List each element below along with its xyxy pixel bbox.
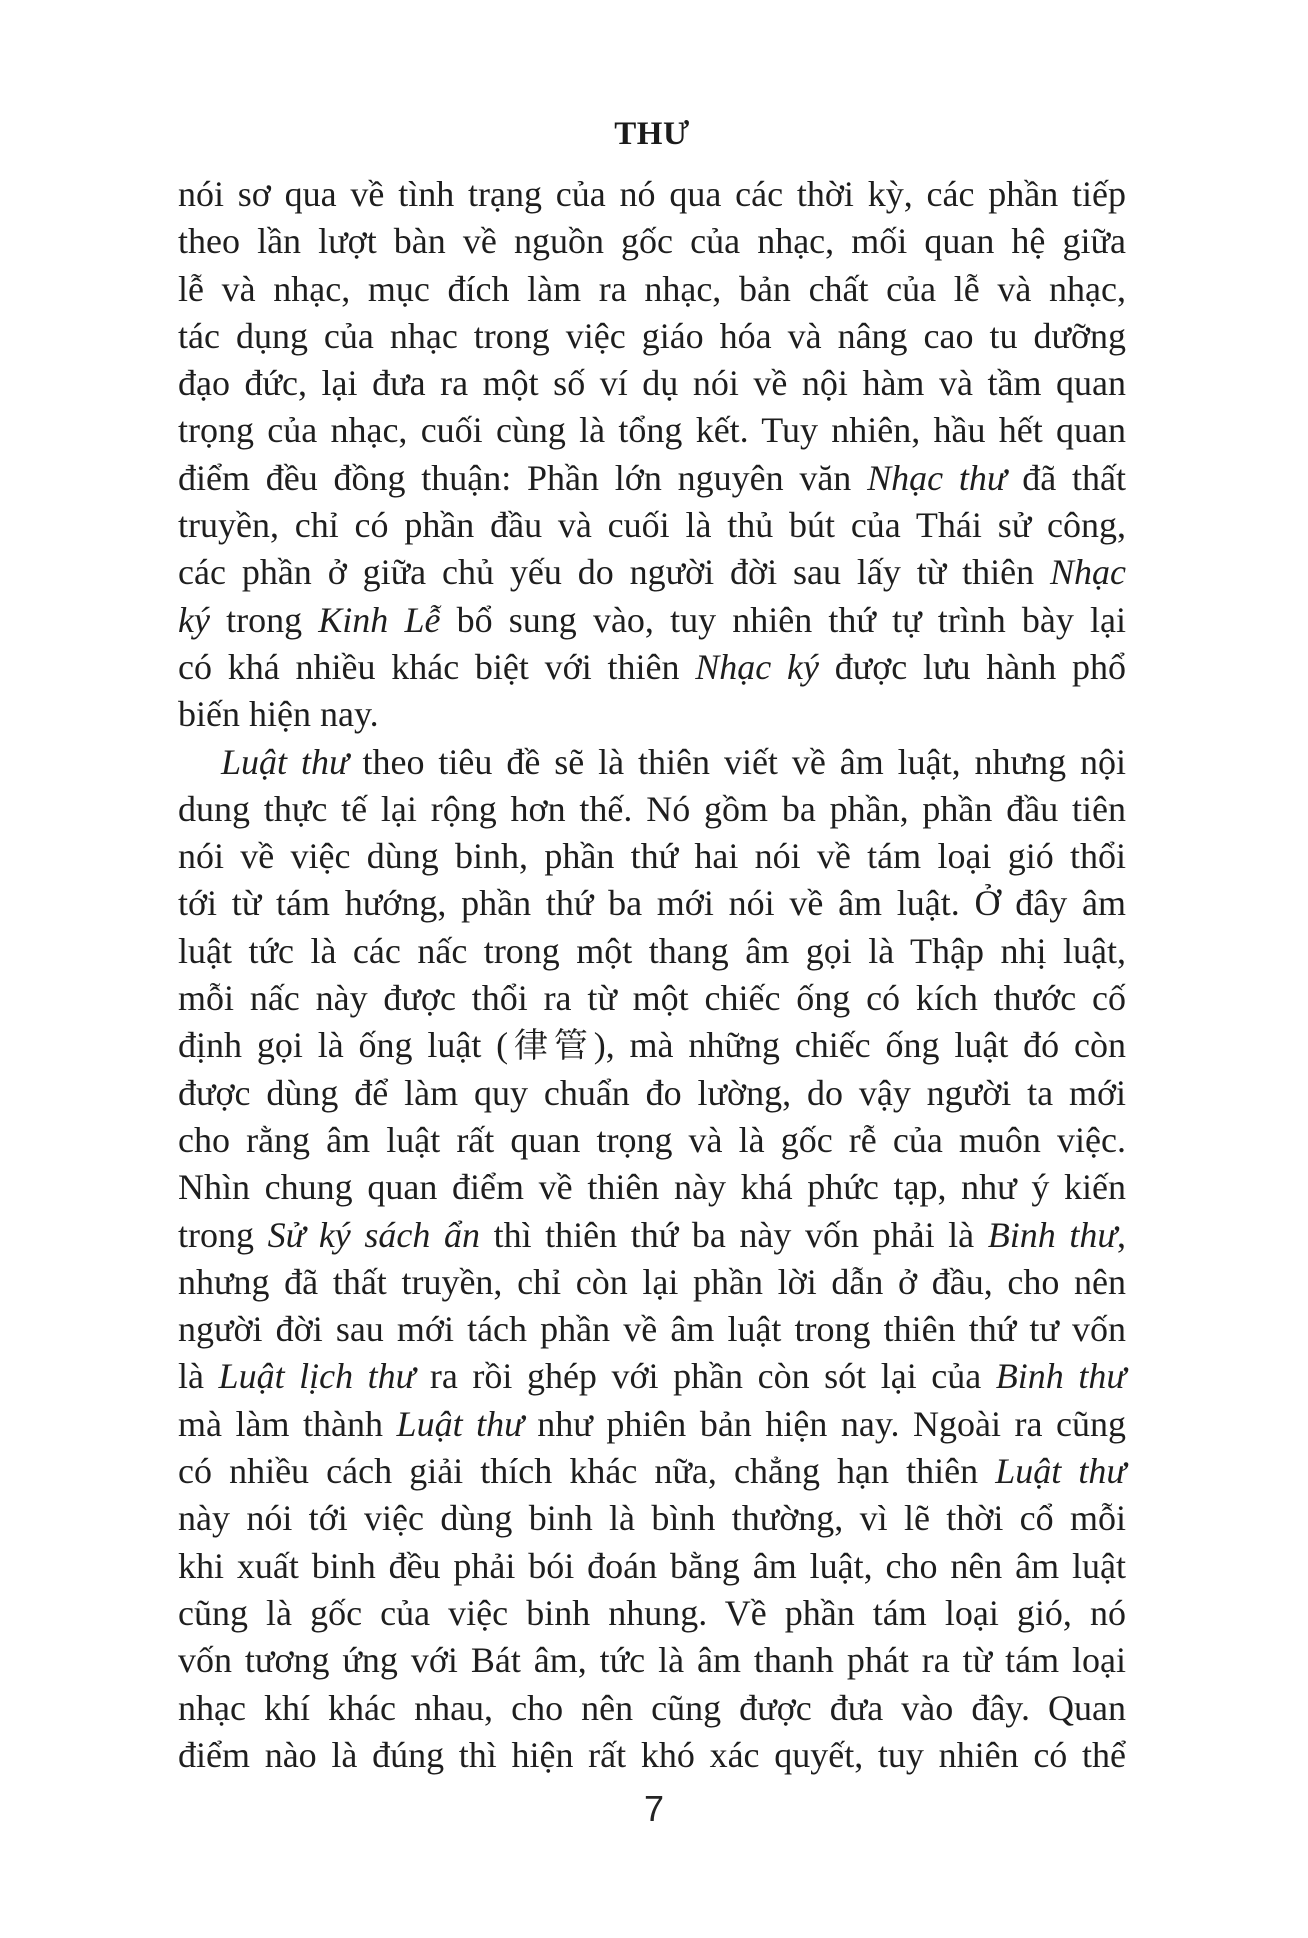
book-title-italic: Luật thư [221,741,349,782]
cjk-term: 律管 [508,1028,594,1066]
body-text: có nhiều cách giải thích khác nữa, chẳng hạn thiên [178,1451,996,1492]
body-text: định gọi là ống luật ( [178,1025,509,1066]
book-title-italic: Luật thư [396,1403,524,1444]
body-text: khi xuất binh đều phải bói đoán bằng âm luật, cho nên âm luật [178,1545,1126,1586]
body-text: lễ và nhạc, mục đích làm ra nhạc, bản chất của lễ và nhạc, [178,268,1126,309]
text-line [178,1117,1126,1164]
body-text: mà làm thành [178,1403,397,1444]
text-line [178,407,1126,454]
body-text: được dùng để làm quy chuẩn đo lường, do vậy người ta mới [178,1072,1126,1113]
text-line [178,1448,1126,1495]
paragraph [178,739,1126,1780]
text-line [178,1732,1126,1779]
text-line [178,928,1126,975]
text-line [178,975,1126,1022]
text-line [178,360,1126,407]
text-line [178,691,1126,738]
body-text: theo lần lượt bàn về nguồn gốc của nhạc, mối quan hệ giữa [178,221,1126,262]
body-text: điểm đều đồng thuận: Phần lớn nguyên văn [178,457,868,498]
book-title-italic: Kinh Lễ [318,599,441,640]
paragraph [178,171,1126,739]
text-line [178,1543,1126,1590]
body-text: luật tức là các nấc trong một thang âm gọi là Thập nhị luật, [178,930,1126,971]
book-title-italic: Binh thư [995,1356,1126,1397]
body-text: vốn tương ứng với Bát âm, tức là âm thanh phát ra từ tám loại [178,1640,1126,1681]
text-line [178,880,1126,927]
text-block [178,171,1126,1779]
text-line [178,171,1126,218]
body-text: nói sơ qua về tình trạng của nó qua các thời kỳ, các phần tiếp [178,174,1126,214]
body-text: có khá nhiều khác biệt với thiên [178,646,696,687]
body-text: theo tiêu đề sẽ là thiên viết về âm luật, nhưng nội [348,741,1126,782]
text-line [178,502,1126,549]
body-text: nhạc khí khác nhau, cho nên cũng được đưa vào đây. Quan [178,1687,1126,1728]
text-line [178,597,1126,644]
text-line [178,549,1126,596]
body-text: tới từ tám hướng, phần thứ ba mới nói về âm luật. Ở đây âm [178,883,1126,924]
body-text: ), mà những chiếc ống luật đó còn [593,1025,1126,1066]
text-line [178,1164,1126,1211]
text-line [178,1306,1126,1353]
running-header: THƯ [614,116,690,152]
text-line [178,1685,1126,1732]
body-text: cho rằng âm luật rất quan trọng và là gốc rễ của muôn việc. [178,1119,1126,1160]
text-line [178,1022,1126,1069]
body-text: biến hiện nay. [178,694,379,735]
text-line [178,313,1126,360]
text-line [178,455,1126,502]
book-title-italic: Nhạc [1050,552,1126,593]
body-text: ra rồi ghép với phần còn sót lại của [415,1356,996,1397]
body-text: mỗi nấc này được thổi ra từ một chiếc ống có kích thước cố [178,978,1126,1019]
text-line [178,1259,1126,1306]
text-line [178,786,1126,833]
book-title-italic: Binh thư [987,1214,1117,1255]
book-title-italic: Nhạc ký [695,646,819,687]
body-text: trọng của nhạc, cuối cùng là tổng kết. Tuy nhiên, hầu hết quan [178,410,1126,451]
text-line [178,1401,1126,1448]
body-text: điểm nào là đúng thì hiện rất khó xác quyết, tuy nhiên có thể [178,1734,1126,1775]
book-title-italic: Luật thư [995,1451,1126,1492]
body-text: này nói tới việc dùng binh là bình thường, vì lẽ thời cổ mỗi [178,1498,1126,1539]
book-title-italic: ký [178,599,210,640]
body-text: là [178,1356,219,1397]
body-text: truyền, chỉ có phần đầu và cuối là thủ bút của Thái sử công, [178,505,1126,546]
body-text: nhưng đã thất truyền, chỉ còn lại phần lời dẫn ở đầu, cho nên [178,1261,1126,1302]
body-text: nói về việc dùng binh, phần thứ hai nói về tám loại gió thổi [178,836,1126,877]
body-text: được lưu hành phổ [818,646,1126,687]
text-line [178,218,1126,265]
body-text: như phiên bản hiện nay. Ngoài ra cũng [523,1403,1127,1444]
text-line [178,1590,1126,1637]
book-title-italic: Sử ký sách ẩn [267,1214,480,1255]
body-text: trong [178,1214,268,1255]
text-line [178,1070,1126,1117]
body-text: dung thực tế lại rộng hơn thế. Nó gồm ba phần, phần đầu tiên [178,788,1126,829]
body-text: bổ sung vào, tuy nhiên thứ tự trình bày lại [440,599,1127,640]
text-line [178,1495,1126,1542]
text-line [178,1353,1126,1400]
body-text: Nhìn chung quan điểm về thiên này khá phức tạp, như ý kiến [178,1167,1126,1208]
body-text: các phần ở giữa chủ yếu do người đời sau lấy từ thiên [178,552,1050,593]
body-text: người đời sau mới tách phần về âm luật trong thiên thứ tư vốn [178,1309,1126,1350]
body-text: đã thất [1006,457,1126,498]
book-title-italic: Luật lịch thư [218,1356,416,1397]
body-text: , [1117,1214,1126,1255]
page-number: 7 [643,1788,665,1829]
body-text: trong [209,599,319,640]
text-line [178,266,1126,313]
text-line [178,739,1126,786]
text-line [178,1637,1126,1684]
text-line [178,833,1126,880]
text-line [178,1212,1126,1259]
book-title-italic: Nhạc thư [867,457,1007,498]
body-text: thì thiên thứ ba này vốn phải là [479,1214,988,1255]
body-text: tác dụng của nhạc trong việc giáo hóa và nâng cao tu dưỡng [178,315,1126,356]
text-line [178,644,1126,691]
body-text: cũng là gốc của việc binh nhung. Về phần tám loại gió, nó [178,1592,1126,1633]
body-text: đạo đức, lại đưa ra một số ví dụ nói về nội hàm và tầm quan [178,363,1126,404]
